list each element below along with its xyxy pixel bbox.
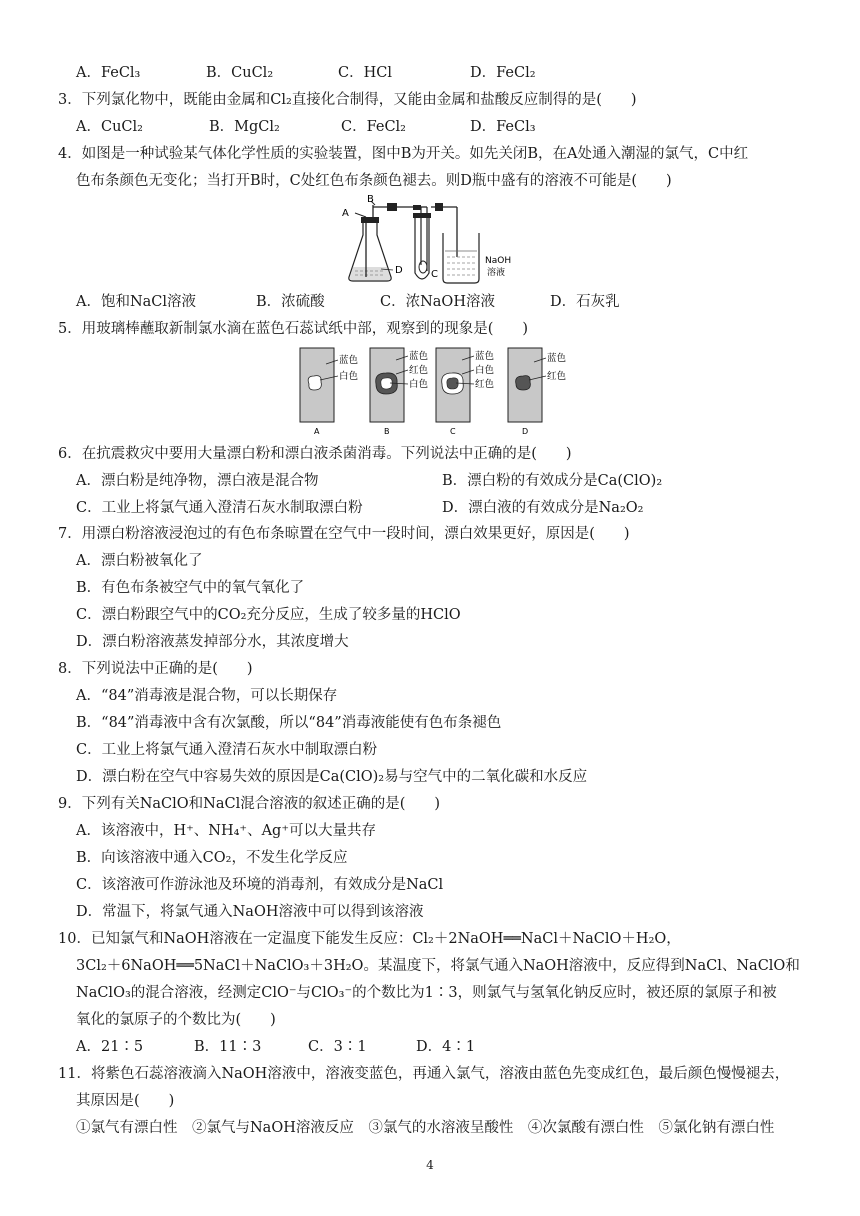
q3-option-c[interactable]: C．FeCl₂ (341, 119, 406, 135)
q5-stem: 5．用玻璃棒蘸取新制氯水滴在蓝色石蕊试纸中部，观察到的现象是( ) (58, 321, 529, 337)
q5-litmus-figure (296, 346, 576, 440)
q10-option-d[interactable]: D．4∶1 (416, 1039, 476, 1055)
q9-option-d[interactable]: D．常温下，将氯气通入NaOH溶液中可以得到该溶液 (76, 904, 424, 920)
q6-option-b[interactable]: B．漂白粉的有效成分是Ca(ClO)₂ (442, 473, 663, 489)
q5-c-label-1: 蓝色 (475, 351, 495, 362)
q8-option-b[interactable]: B．“84”消毒液中含有次氯酸，所以“84”消毒液能使有色布条褪色 (76, 715, 502, 731)
q2-option-d[interactable]: D．FeCl₂ (470, 65, 536, 81)
q10-option-c[interactable]: C．3∶1 (308, 1039, 367, 1055)
q4-option-b[interactable]: B．浓硫酸 (256, 294, 325, 310)
q5-c-label-2: 白色 (475, 365, 495, 376)
q9-option-b[interactable]: B．向该溶液中通入CO₂，不发生化学反应 (76, 850, 348, 866)
q4-stem-line2: 色布条颜色无变化；当打开B时，C处红色布条颜色褪去。则D瓶中盛有的溶液不可能是( ) (76, 173, 672, 189)
q9-stem: 9．下列有关NaClO和NaCl混合溶液的叙述正确的是( ) (58, 796, 441, 812)
page-number: 4 (426, 1158, 434, 1172)
q4-option-d[interactable]: D．石灰乳 (550, 294, 620, 310)
q5-d-letter: D (522, 427, 529, 436)
q6-option-c[interactable]: C．工业上将氯气通入澄清石灰水制取漂白粉 (76, 500, 363, 516)
q5-b-letter: B (384, 427, 390, 436)
q10-line4: 氧化的氯原子的个数比为( ) (76, 1012, 276, 1028)
q4-fig-label-soln: 溶液 (487, 268, 506, 278)
q5-a-label-1: 蓝色 (339, 355, 359, 366)
q6-option-d[interactable]: D．漂白液的有效成分是Na₂O₂ (442, 500, 644, 516)
q11-line1: 11．将紫色石蕊溶液滴入NaOH溶液中，溶液变蓝色，再通入氯气，溶液由蓝色先变成红色，最后颜色慢慢褪去， (58, 1066, 790, 1082)
q2-option-c[interactable]: C．HCl (338, 65, 392, 81)
q9-option-c[interactable]: C．该溶液可作游泳池及环境的消毒剂，有效成分是NaCl (76, 877, 444, 893)
q5-b-label-3: 白色 (409, 379, 429, 390)
q4-fig-label-d: D (395, 265, 403, 276)
q9-option-a[interactable]: A．该溶液中，H⁺、NH₄⁺、Ag⁺可以大量共存 (76, 823, 376, 839)
q4-option-c[interactable]: C．浓NaOH溶液 (380, 294, 495, 310)
q3-stem: 3．下列氯化物中，既能由金属和Cl₂直接化合制得，又能由金属和盐酸反应制得的是( ) (58, 92, 637, 108)
q7-option-c[interactable]: C．漂白粉跟空气中的CO₂充分反应，生成了较多量的HClO (76, 607, 461, 623)
q11-line2: 其原因是( ) (76, 1093, 175, 1109)
q5-c-letter: C (450, 427, 456, 436)
q3-option-d[interactable]: D．FeCl₃ (470, 119, 536, 135)
q5-b-label-1: 蓝色 (409, 351, 429, 362)
q6-option-a[interactable]: A．漂白粉是纯净物，漂白液是混合物 (76, 473, 319, 489)
q8-stem: 8．下列说法中正确的是( ) (58, 661, 253, 677)
q10-line2: 3Cl₂＋6NaOH══5NaCl＋NaClO₃＋3H₂O。某温度下，将氯气通入NaOH溶液中，反应得到NaCl、NaClO和 (76, 958, 800, 974)
q10-line1: 10．已知氯气和NaOH溶液在一定温度下能发生反应：Cl₂＋2NaOH══NaCl＋NaClO＋H₂O， (58, 931, 681, 947)
q4-fig-label-b: B (367, 195, 374, 205)
q7-option-a[interactable]: A．漂白粉被氧化了 (76, 553, 203, 569)
q5-a-letter: A (314, 427, 320, 436)
q4-fig-label-a: A (342, 208, 349, 219)
q2-option-b[interactable]: B．CuCl₂ (206, 65, 274, 81)
q7-option-b[interactable]: B．有色布条被空气中的氧气氧化了 (76, 580, 305, 596)
q10-line3: NaClO₃的混合溶液，经测定ClO⁻与ClO₃⁻的个数比为1∶3，则氯气与氢氧化钠反应时，被还原的氯原子和被 (76, 985, 777, 1001)
q2-option-a[interactable]: A．FeCl₃ (76, 65, 141, 81)
q4-fig-label-c: C (431, 269, 438, 280)
q3-option-b[interactable]: B．MgCl₂ (209, 119, 280, 135)
q5-d-label-1: 蓝色 (547, 353, 567, 364)
q4-option-a[interactable]: A．饱和NaCl溶液 (76, 294, 197, 310)
q5-c-label-3: 红色 (475, 379, 495, 390)
q3-option-a[interactable]: A．CuCl₂ (76, 119, 143, 135)
q4-fig-label-naoh: NaOH (485, 256, 512, 266)
q11-line3: ①氯气有漂白性 ②氯气与NaOH溶液反应 ③氯气的水溶液呈酸性 ④次氯酸有漂白性 ⑤氯化钠有漂白性 (76, 1120, 775, 1136)
q5-a-label-2: 白色 (339, 371, 359, 382)
q7-stem: 7．用漂白粉溶液浸泡过的有色布条晾置在空气中一段时间，漂白效果更好，原因是( ) (58, 526, 630, 542)
q8-option-c[interactable]: C．工业上将氯气通入澄清石灰水中制取漂白粉 (76, 742, 378, 758)
q10-option-b[interactable]: B．11∶3 (194, 1039, 262, 1055)
q8-option-d[interactable]: D．漂白粉在空气中容易失效的原因是Ca(ClO)₂易与空气中的二氧化碳和水反应 (76, 769, 588, 785)
q4-apparatus-figure (335, 195, 540, 294)
q5-d-label-2: 红色 (547, 371, 567, 382)
q5-b-label-2: 红色 (409, 365, 429, 376)
q8-option-a[interactable]: A．“84”消毒液是混合物，可以长期保存 (76, 688, 338, 704)
q7-option-d[interactable]: D．漂白粉溶液蒸发掉部分水，其浓度增大 (76, 634, 349, 650)
q4-stem-line1: 4．如图是一种试验某气体化学性质的实验装置，图中B为开关。如先关闭B，在A处通入潮湿的氯气，C中红 (58, 146, 749, 162)
q6-stem: 6．在抗震救灾中要用大量漂白粉和漂白液杀菌消毒。下列说法中正确的是( ) (58, 446, 572, 462)
q10-option-a[interactable]: A．21∶5 (76, 1039, 144, 1055)
